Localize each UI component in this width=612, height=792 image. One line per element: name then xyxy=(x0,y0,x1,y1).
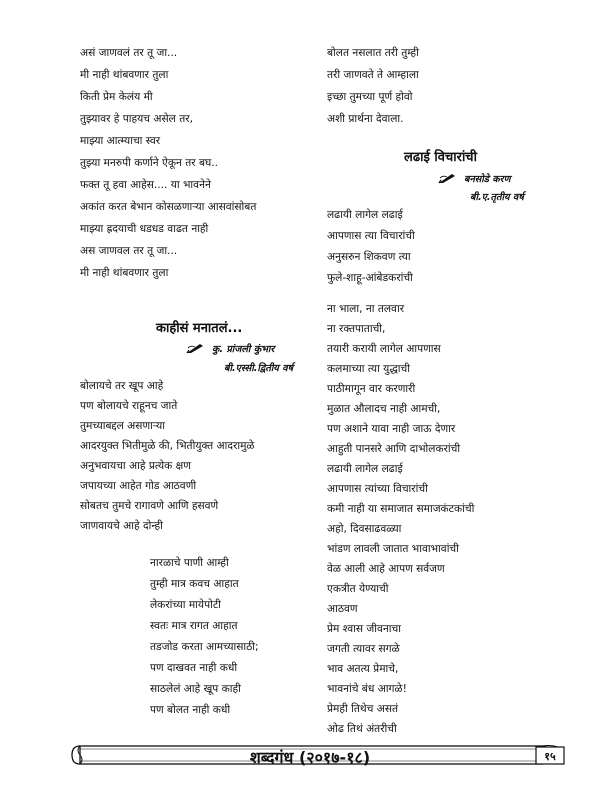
poem-line: ना भाला, ना तलवार xyxy=(327,303,405,315)
poem-line: पण अशाने यावा नाही जाऊ देणार xyxy=(327,423,456,435)
poem-line: किती प्रेम केलंय मी xyxy=(80,91,153,103)
poem-line: तरी जाणवते ते आम्हाला xyxy=(327,69,419,81)
poem-line: जपायच्या आहेत गोड आठवणी xyxy=(80,480,197,492)
poem-line: मी नाही थांबवणार तुला xyxy=(80,69,169,81)
poem-line: अनुभवायचा आहे प्रत्येक क्षण xyxy=(80,460,191,472)
poem-line: अस जाणवल तर तू जा... xyxy=(80,245,178,257)
poem-line: कमी नाही या समाजात समाजकंटकांची xyxy=(327,503,475,515)
pen-icon xyxy=(438,172,456,184)
poem-line: पण दाखवत नाही कधी xyxy=(150,662,238,674)
poem-line: माझ्या ह्रदयाची धडधड वाढत नाही xyxy=(80,223,209,235)
poem-author: बनसोडे करण xyxy=(464,174,511,185)
poem-line: बोलायचे तर खूप आहे xyxy=(80,380,164,392)
poem-line: अशी प्रार्थना देवाला. xyxy=(327,113,404,125)
poem-line: पण बोलायचे राहूनच जाते xyxy=(80,400,178,412)
poem-line: पाठीमागून वार करणारी xyxy=(327,383,416,395)
poem-line: आपणास त्यांच्या विचारांची xyxy=(327,483,428,495)
poem-line: तयारी करायी लागेल आपणास xyxy=(327,343,441,355)
poem-author: कु. प्रांजली कुंभार xyxy=(212,344,275,355)
poem-line: भाव अतत्य प्रेमाचे, xyxy=(327,663,399,675)
poem-line: सोबतच तुमचे रागावणे आणि हसवणे xyxy=(80,500,219,512)
poem-line: असं जाणवलं तर तू जा... xyxy=(80,47,178,59)
poem-line: फक्त तू हवा आहेस.... या भावनेने xyxy=(80,179,211,191)
poem-line: लढायी लागेल लढाई xyxy=(327,463,403,475)
pen-icon xyxy=(186,342,204,354)
poem-line: इच्छा तुमच्या पूर्ण होवो xyxy=(327,91,413,103)
poem-line: भांडण लावली जातात भावाभावांची xyxy=(327,543,459,555)
poem-line: कलमाच्या त्या युद्धाची xyxy=(327,363,410,375)
poem-line: स्वतः मात्र रागत आहात xyxy=(150,620,238,632)
poem-line: प्रेम श्वास जीवनाचा xyxy=(327,623,401,635)
poem-line: प्रेमही तिथेच असतं xyxy=(327,703,399,715)
poem-title: लढाई विचारांची xyxy=(404,150,477,165)
poem-line: मुळात औलादच नाही आमची, xyxy=(327,403,441,415)
poem-line: जगती त्यावर सगळे xyxy=(327,643,400,655)
poem-line: भावनांचे बंध आगळे! xyxy=(327,683,407,695)
poem-line: लढायी लागेल लढाई xyxy=(327,209,403,221)
poem-line: फुले-शाहू-आंबेडकरांची xyxy=(327,272,413,284)
poem-line: जाणवायचे आहे दोन्ही xyxy=(80,520,163,532)
poem-line: अहो, दिवसाढवळ्या xyxy=(327,523,402,535)
poem-line: आदरयुक्त भितीमुळे की, भितीयुक्त आदरामुळे xyxy=(80,440,255,452)
poem-author-class: बी.एस्सी.द्वितीय वर्ष xyxy=(224,363,294,374)
poem-line: माझ्या आत्म्याचा स्वर xyxy=(80,135,161,147)
poem-line: तुझ्या मनरुपी कर्णाने ऐकून तर बघ.. xyxy=(80,157,219,169)
poem-line: ओढ तिथं अंतरीची xyxy=(327,723,397,735)
poem-title: काहीसं मनातलं... xyxy=(156,321,243,336)
poem-line: नारळाचे पाणी आम्ही xyxy=(150,557,229,569)
poem-line: आपणास त्या विचारांची xyxy=(327,230,415,242)
page-number: १५ xyxy=(544,750,556,763)
poem-author-class: बी.ए.तृतीय वर्ष xyxy=(470,192,524,203)
poem-line: एकत्रीत येण्याची xyxy=(327,583,389,595)
poem-line: तुझ्यावर हे पाहयच असेल तर, xyxy=(80,113,193,125)
poem-line: आहुती पानसरे आणि दाभोलकरांची xyxy=(327,443,461,455)
poem-line: मी नाही थांबवणार तुला xyxy=(80,267,169,279)
poem-line: आठवण xyxy=(327,603,358,615)
poem-line: ना रक्तपाताची, xyxy=(327,323,386,335)
poem-line: अकांत करत बेभान कोसळणाऱ्या आसवांसोबत xyxy=(80,201,257,213)
poem-line: तुम्ही मात्र कवच आहात xyxy=(150,578,239,590)
poem-line: बोलत नसलात तरी तुम्ही xyxy=(327,47,419,59)
poem-line: साठलेलं आहे खूप काही xyxy=(150,683,241,695)
poem-line: अनुसरुन शिकवण त्या xyxy=(327,251,411,263)
poem-line: लेकरांच्या मायेपोटी xyxy=(150,599,221,611)
poem-line: वेळ आली आहे आपण सर्वजण xyxy=(327,563,445,575)
poem-line: तुमच्याबद्दल असणाऱ्या xyxy=(80,420,166,432)
poem-line: तडजोड करता आमच्यासाठी; xyxy=(150,641,259,653)
poem-line: पण बोलत नाही कधी xyxy=(150,704,231,716)
journal-title: शब्दगंध (२०१७-१८) xyxy=(249,748,371,767)
